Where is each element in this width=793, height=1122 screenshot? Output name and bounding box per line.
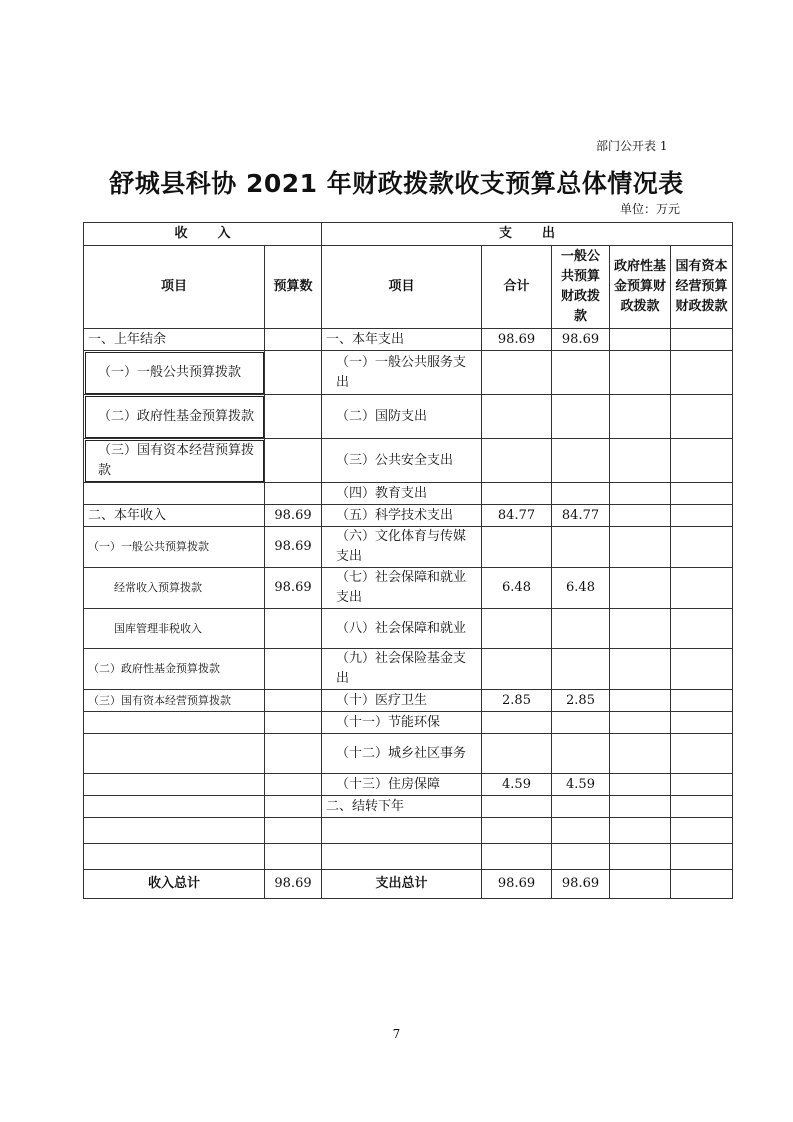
income-amount-cell: 98.69 [265,505,322,527]
income-amount-cell [265,712,322,734]
expense-total-cell: 4.59 [482,774,552,796]
expense-item-cell: 二、结转下年 [322,796,482,818]
expense-total-cell [482,796,552,818]
fund-budget-cell [610,351,671,395]
general-budget-cell [552,527,610,568]
expense-item-cell: （十二）城乡社区事务 [322,734,482,774]
soe-budget-cell [671,774,733,796]
general-budget-cell [552,818,610,844]
expense-total-header: 合计 [482,246,552,329]
page-title: 舒城县科协 2021 年财政拨款收支预算总体情况表 [109,169,684,198]
income-amount-cell: 98.69 [265,527,322,568]
expense-item-cell: （一）一般公共服务支出 [322,351,482,395]
fund-budget-cell [610,395,671,439]
income-item-cell: （一）一般公共预算拨款 [84,527,265,568]
soe-budget-cell [671,329,733,351]
general-budget-cell: 2.85 [552,690,610,712]
table-row [84,712,733,734]
income-amount-cell [265,690,322,712]
income-amount-cell [265,395,322,439]
expense-item-cell: （五）科学技术支出 [322,505,482,527]
income-item-cell: （三）国有资本经营预算拨款 [84,439,265,483]
expense-item-cell: （八）社会保障和就业 [322,609,482,649]
page-number: 7 [392,1027,401,1041]
income-item-cell: 二、本年收入 [84,505,265,527]
income-amount-cell [265,734,322,774]
table-row [84,690,733,712]
expense-item-cell: （十一）节能环保 [322,712,482,734]
fund-budget-cell [610,505,671,527]
soe-budget-header: 国有资本经营预算财政拨款 [671,246,733,329]
expense-item-cell: （三）公共安全支出 [322,439,482,483]
expense-total-cell: 98.69 [482,329,552,351]
fund-budget-cell [610,568,671,609]
income-amount-cell [265,796,322,818]
soe-budget-cell [671,690,733,712]
table-row [84,527,733,568]
expense-total-cell [482,395,552,439]
table-row [84,649,733,690]
soe-budget-cell [671,844,733,870]
general-budget-cell [552,395,610,439]
soe-budget-cell [671,796,733,818]
income-item-cell [84,796,265,818]
income-amount-cell [265,609,322,649]
soe-budget-cell [671,712,733,734]
income-item-cell [84,844,265,870]
expense-total-cell: 6.48 [482,568,552,609]
expense-item-cell: （十）医疗卫生 [322,690,482,712]
fund-budget-total [610,870,671,899]
expense-item-cell [322,818,482,844]
income-item-cell [84,483,265,505]
income-item-cell: （一）一般公共预算拨款 [84,351,265,395]
table-row [84,818,733,844]
expense-item-cell: （四）教育支出 [322,483,482,505]
expense-total-cell: 84.77 [482,505,552,527]
expense-item-header: 项目 [322,246,482,329]
expense-grand-total: 98.69 [482,870,552,899]
section-header-row [84,223,733,246]
soe-budget-cell [671,351,733,395]
soe-budget-cell [671,649,733,690]
income-amount-cell [265,351,322,395]
expense-item-cell: 一、本年支出 [322,329,482,351]
fund-budget-cell [610,609,671,649]
fund-budget-cell [610,483,671,505]
income-item-cell [84,774,265,796]
expense-item-cell: （九）社会保险基金支出 [322,649,482,690]
general-budget-cell: 84.77 [552,505,610,527]
table-row [84,439,733,483]
soe-budget-cell [671,568,733,609]
soe-budget-cell [671,527,733,568]
income-item-cell [84,734,265,774]
table-row [84,483,733,505]
general-budget-total: 98.69 [552,870,610,899]
general-budget-cell [552,796,610,818]
income-item-cell: 国库管理非税收入 [84,609,265,649]
table-row [84,505,733,527]
table-row [84,774,733,796]
table-row [84,568,733,609]
fund-budget-cell [610,690,671,712]
general-budget-cell: 98.69 [552,329,610,351]
soe-budget-cell [671,395,733,439]
income-section-header: 收入 [84,223,322,246]
expense-total-cell [482,609,552,649]
income-amount-cell [265,649,322,690]
income-amount-cell [265,844,322,870]
income-amount-cell [265,774,322,796]
table-row [84,609,733,649]
soe-budget-cell [671,734,733,774]
income-item-cell: 经常收入预算拨款 [84,568,265,609]
general-budget-cell [552,439,610,483]
income-amount-cell [265,329,322,351]
expense-item-cell: （七）社会保障和就业支出 [322,568,482,609]
fund-budget-cell [610,844,671,870]
table-row [84,351,733,395]
budget-table [83,222,733,899]
table-row [84,734,733,774]
soe-budget-cell [671,483,733,505]
expense-item-cell: （二）国防支出 [322,395,482,439]
soe-budget-cell [671,609,733,649]
income-item-cell: 一、上年结余 [84,329,265,351]
expense-total-cell [482,649,552,690]
general-budget-cell: 4.59 [552,774,610,796]
general-budget-cell: 6.48 [552,568,610,609]
expense-total-cell: 2.85 [482,690,552,712]
table-row [84,329,733,351]
income-total-amount: 98.69 [265,870,322,899]
fund-budget-cell [610,527,671,568]
totals-row [84,870,733,899]
general-budget-cell [552,483,610,505]
income-item-cell [84,712,265,734]
general-budget-cell [552,351,610,395]
income-item-cell: （二）政府性基金预算拨款 [84,649,265,690]
fund-budget-cell [610,774,671,796]
soe-budget-total [671,870,733,899]
expense-total-cell [482,439,552,483]
expense-total-cell [482,734,552,774]
fund-budget-header: 政府性基金预算财政拨款 [610,246,671,329]
document-code: 部门公开表 1 [596,139,668,153]
fund-budget-cell [610,439,671,483]
expense-total-cell [482,483,552,505]
fund-budget-cell [610,329,671,351]
income-item-cell: （三）国有资本经营预算拨款 [84,690,265,712]
general-budget-header: 一般公共预算财政拨款 [552,246,610,329]
soe-budget-cell [671,505,733,527]
income-amount-cell [265,439,322,483]
income-item-header: 项目 [84,246,265,329]
fund-budget-cell [610,818,671,844]
expense-total-cell [482,818,552,844]
expense-section-header: 支出 [322,223,733,246]
income-amount-cell [265,483,322,505]
income-amount-cell: 98.69 [265,568,322,609]
fund-budget-cell [610,712,671,734]
expense-total-cell [482,844,552,870]
expense-item-cell [322,844,482,870]
income-item-cell: （二）政府性基金预算拨款 [84,395,265,439]
fund-budget-cell [610,734,671,774]
expense-total-cell [482,712,552,734]
general-budget-cell [552,649,610,690]
expense-total-cell [482,351,552,395]
expense-total-cell [482,527,552,568]
budget-table-body [84,223,733,899]
general-budget-cell [552,712,610,734]
expense-item-cell: （六）文化体育与传媒支出 [322,527,482,568]
income-amount-cell [265,818,322,844]
column-header-row [84,246,733,329]
expense-item-cell: （十三）住房保障 [322,774,482,796]
fund-budget-cell [610,649,671,690]
soe-budget-cell [671,818,733,844]
soe-budget-cell [671,439,733,483]
expense-total-label: 支出总计 [322,870,482,899]
table-row [84,395,733,439]
income-item-cell [84,818,265,844]
table-row [84,844,733,870]
fund-budget-cell [610,796,671,818]
table-row [84,796,733,818]
income-total-label: 收入总计 [84,870,265,899]
income-budget-header: 预算数 [265,246,322,329]
general-budget-cell [552,609,610,649]
unit-label: 单位：万元 [620,202,681,216]
general-budget-cell [552,734,610,774]
general-budget-cell [552,844,610,870]
